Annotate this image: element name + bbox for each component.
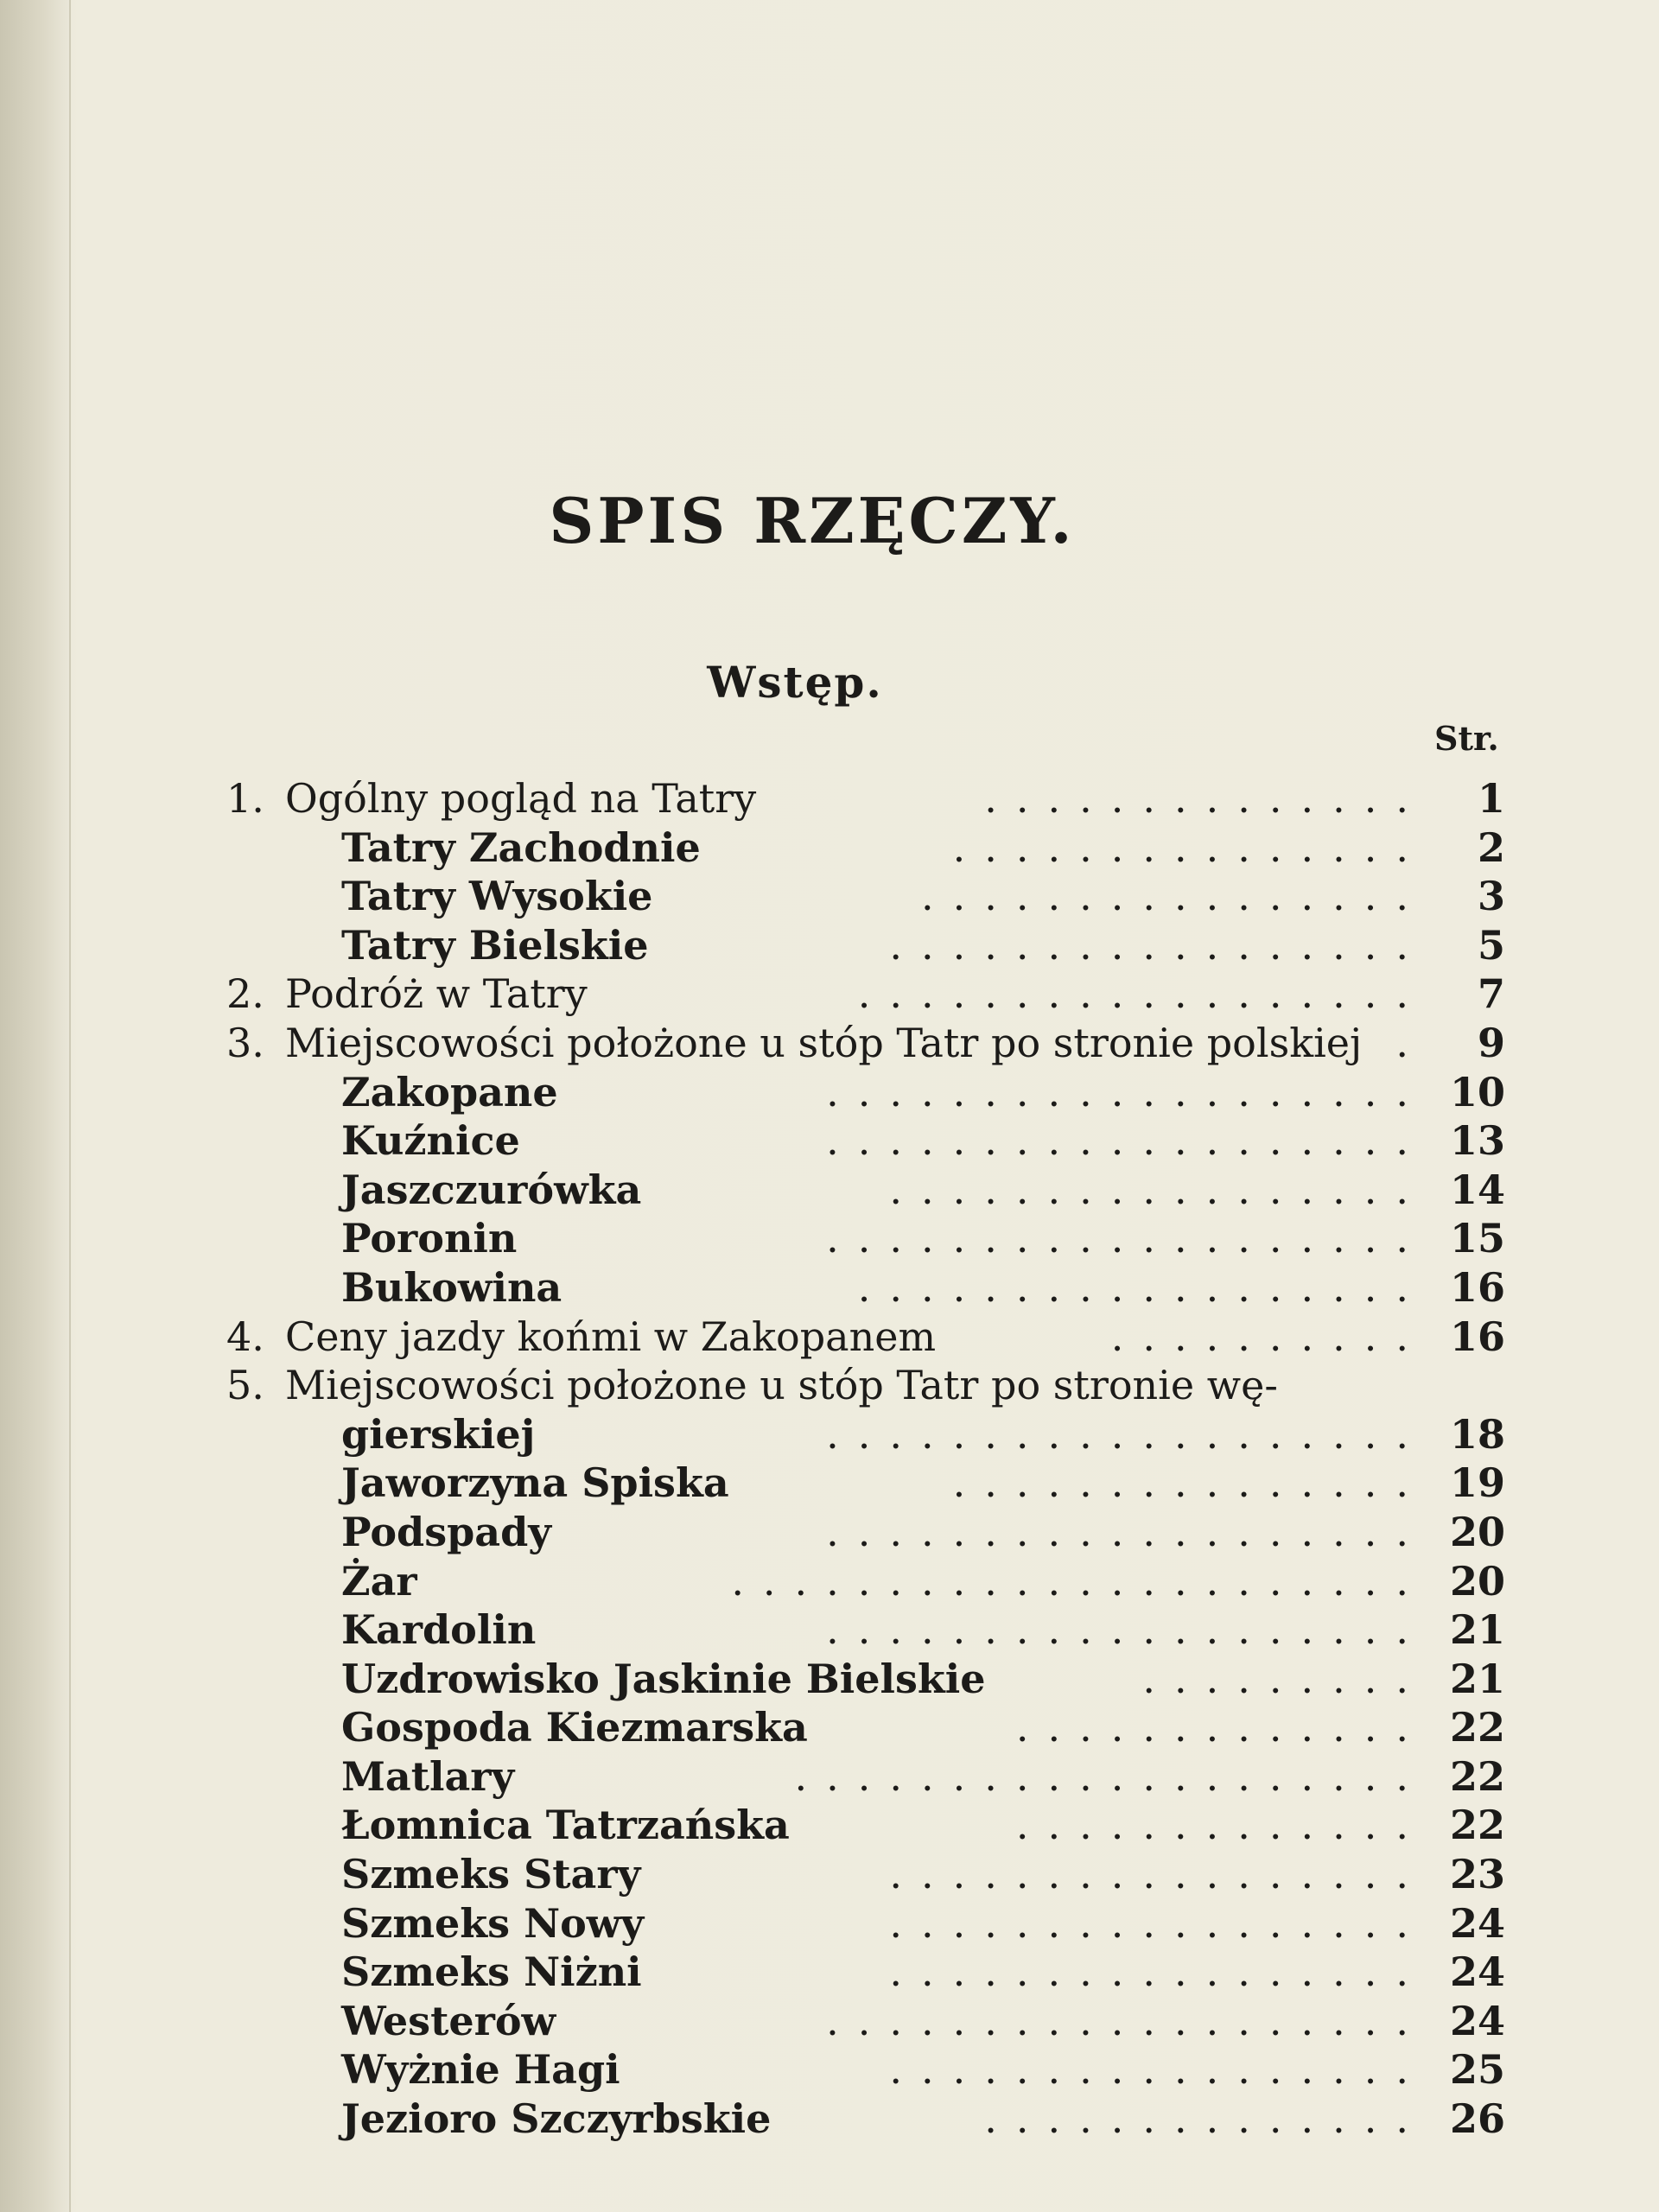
toc-entry-label: Miejscowości położone u stóp Tatr po stronie wę- bbox=[285, 1362, 1278, 1409]
toc-entry bbox=[226, 969, 1505, 1019]
table-of-contents bbox=[226, 774, 1505, 2144]
page-title: SPIS RZĘCZY. bbox=[549, 484, 1076, 557]
toc-entry-page: 24 bbox=[1449, 1997, 1505, 2044]
toc-entry bbox=[226, 1605, 1505, 1655]
toc-entry-number: 5. bbox=[226, 1362, 264, 1409]
toc-entry-label: Kardolin bbox=[341, 1606, 537, 1654]
toc-entry-label: Jezioro Szczyrbskie bbox=[341, 2095, 772, 2143]
toc-entry-page: 20 bbox=[1449, 1508, 1505, 1555]
toc-entry bbox=[226, 1557, 1505, 1606]
toc-entry bbox=[226, 872, 1505, 921]
toc-entry-label: Szmeks Stary bbox=[341, 1851, 641, 1898]
toc-entry-label: Łomnica Tatrzańska bbox=[341, 1802, 790, 1849]
toc-entry-page: 16 bbox=[1449, 1313, 1505, 1360]
toc-entry bbox=[226, 1116, 1505, 1166]
toc-entry-number: 3. bbox=[226, 1019, 264, 1066]
toc-entry-page: 2 bbox=[1477, 823, 1505, 871]
toc-entry-page: 22 bbox=[1449, 1802, 1505, 1849]
toc-entry-page: 7 bbox=[1477, 970, 1505, 1018]
toc-entry-page: 14 bbox=[1449, 1166, 1505, 1213]
toc-entry bbox=[226, 1752, 1505, 1802]
dot-leader: ................ bbox=[921, 873, 1427, 920]
toc-entry bbox=[226, 1850, 1505, 1899]
toc-entry-label: Zakopane bbox=[341, 1068, 558, 1116]
toc-entry bbox=[226, 1361, 1505, 1410]
toc-entry bbox=[226, 1997, 1505, 2046]
toc-entry bbox=[226, 921, 1505, 970]
dot-leader: .......... bbox=[1110, 1313, 1427, 1360]
toc-entry bbox=[226, 1263, 1505, 1313]
toc-entry-label: Uzdrowisko Jaskinie Bielskie bbox=[341, 1655, 986, 1702]
dot-leader: ................. bbox=[889, 1899, 1427, 1947]
gutter-fold bbox=[69, 0, 71, 2212]
dot-leader: ................. bbox=[889, 2046, 1427, 2094]
dot-leader: ................. bbox=[889, 921, 1427, 969]
toc-entry-label: Kuźnice bbox=[341, 1117, 520, 1165]
toc-entry-label: Miejscowości położone u stóp Tatr po stronie polskiej bbox=[285, 1019, 1363, 1066]
toc-entry-page: 9 bbox=[1477, 1019, 1505, 1066]
dot-leader: ................... bbox=[826, 1068, 1427, 1116]
toc-entry-page: 5 bbox=[1477, 921, 1505, 969]
dot-leader: .................... bbox=[794, 1752, 1427, 1800]
dot-leader: ................... bbox=[826, 1508, 1427, 1555]
toc-entry bbox=[226, 1801, 1505, 1850]
dot-leader: ................... bbox=[826, 1410, 1427, 1458]
toc-entry bbox=[226, 1948, 1505, 1997]
toc-entry-label: gierskiej bbox=[341, 1410, 536, 1458]
toc-entry-label: Bukowina bbox=[341, 1263, 563, 1311]
dot-leader: .............. bbox=[984, 775, 1427, 822]
toc-entry-label: Jaworzyna Spiska bbox=[341, 1459, 729, 1507]
toc-entry-label: Westerów bbox=[341, 1997, 556, 2044]
toc-entry-page: 20 bbox=[1449, 1557, 1505, 1605]
dot-leader: ......... bbox=[1142, 1655, 1427, 1702]
toc-entry-label: Ceny jazdy końmi w Zakopanem bbox=[285, 1313, 937, 1360]
toc-entry-page: 16 bbox=[1449, 1263, 1505, 1311]
toc-entry-label: Żar bbox=[341, 1557, 417, 1605]
toc-entry-label: Tatry Wysokie bbox=[341, 873, 653, 920]
dot-leader: ............. bbox=[1015, 1704, 1427, 1751]
dot-leader: ................... bbox=[826, 1997, 1427, 2044]
toc-entry-number: 4. bbox=[226, 1313, 264, 1360]
dot-leader: ............... bbox=[952, 823, 1427, 871]
section-heading: Wstęp. bbox=[707, 657, 883, 708]
dot-leader: ............... bbox=[952, 1459, 1427, 1507]
dot-leader: .............. bbox=[984, 2095, 1427, 2143]
toc-entry-number: 1. bbox=[226, 775, 264, 822]
toc-entry-page: 15 bbox=[1449, 1215, 1505, 1262]
toc-entry-label: Tatry Bielskie bbox=[341, 921, 649, 969]
dot-leader: ................... bbox=[826, 1215, 1427, 1262]
toc-entry-page: 22 bbox=[1449, 1704, 1505, 1751]
toc-entry-label: Poronin bbox=[341, 1215, 518, 1262]
toc-entry-label: Tatry Zachodnie bbox=[341, 823, 701, 871]
toc-entry-page: 18 bbox=[1449, 1410, 1505, 1458]
toc-entry bbox=[226, 823, 1505, 873]
dot-leader: ...................... bbox=[731, 1557, 1427, 1605]
toc-entry-label: Jaszczurówka bbox=[341, 1166, 642, 1213]
toc-entry bbox=[226, 1166, 1505, 1215]
dot-leader: .................. bbox=[857, 1263, 1427, 1311]
dot-leader: ............. bbox=[1015, 1802, 1427, 1849]
toc-entry-page: 3 bbox=[1477, 873, 1505, 920]
toc-entry bbox=[226, 1214, 1505, 1263]
toc-entry-label: Wyżnie Hagi bbox=[341, 2046, 620, 2094]
toc-entry-page: 19 bbox=[1449, 1459, 1505, 1507]
toc-entry-label: Podróż w Tatry bbox=[285, 970, 588, 1018]
toc-entry-page: 23 bbox=[1449, 1851, 1505, 1898]
toc-entry-page: 24 bbox=[1449, 1899, 1505, 1947]
toc-entry bbox=[226, 774, 1505, 823]
toc-entry-page: 24 bbox=[1449, 1948, 1505, 1996]
dot-leader: ................... bbox=[826, 1606, 1427, 1654]
toc-entry-number: 2. bbox=[226, 970, 264, 1018]
toc-entry bbox=[226, 1313, 1505, 1362]
dot-leader: ................. bbox=[889, 1948, 1427, 1996]
toc-entry-page: 21 bbox=[1449, 1655, 1505, 1702]
toc-entry-page: 13 bbox=[1449, 1117, 1505, 1165]
toc-entry bbox=[226, 1459, 1505, 1508]
toc-entry-page: 22 bbox=[1449, 1752, 1505, 1800]
dot-leader: .................. bbox=[857, 970, 1427, 1018]
toc-entry-label: Gospoda Kiezmarska bbox=[341, 1704, 808, 1751]
toc-entry bbox=[226, 1899, 1505, 1948]
toc-entry-page: 25 bbox=[1449, 2046, 1505, 2094]
toc-entry bbox=[226, 2094, 1505, 2144]
dot-leader: ................... bbox=[826, 1117, 1427, 1165]
page-column-header: Str. bbox=[1434, 719, 1499, 758]
toc-entry-page: 1 bbox=[1477, 775, 1505, 822]
toc-entry-page: 10 bbox=[1449, 1068, 1505, 1116]
toc-entry-label: Matlary bbox=[341, 1752, 515, 1800]
toc-entry bbox=[226, 1508, 1505, 1557]
dot-leader: ................. bbox=[889, 1166, 1427, 1213]
dot-leader: ................. bbox=[889, 1851, 1427, 1898]
toc-entry-page: 21 bbox=[1449, 1606, 1505, 1654]
toc-entry-label: Szmeks Niżni bbox=[341, 1948, 642, 1996]
toc-entry-label: Podspady bbox=[341, 1508, 551, 1555]
toc-entry-label: Ogólny pogląd na Tatry bbox=[285, 775, 757, 822]
toc-entry bbox=[226, 1068, 1505, 1117]
toc-entry bbox=[226, 1655, 1505, 1704]
book-gutter bbox=[0, 0, 71, 2212]
toc-entry bbox=[226, 2045, 1505, 2094]
toc-entry bbox=[226, 1410, 1505, 1459]
toc-entry-label: Szmeks Nowy bbox=[341, 1899, 645, 1947]
dot-leader: . bbox=[1395, 1019, 1427, 1066]
toc-entry bbox=[226, 1019, 1505, 1068]
toc-entry-page: 26 bbox=[1449, 2095, 1505, 2143]
toc-entry bbox=[226, 1703, 1505, 1752]
